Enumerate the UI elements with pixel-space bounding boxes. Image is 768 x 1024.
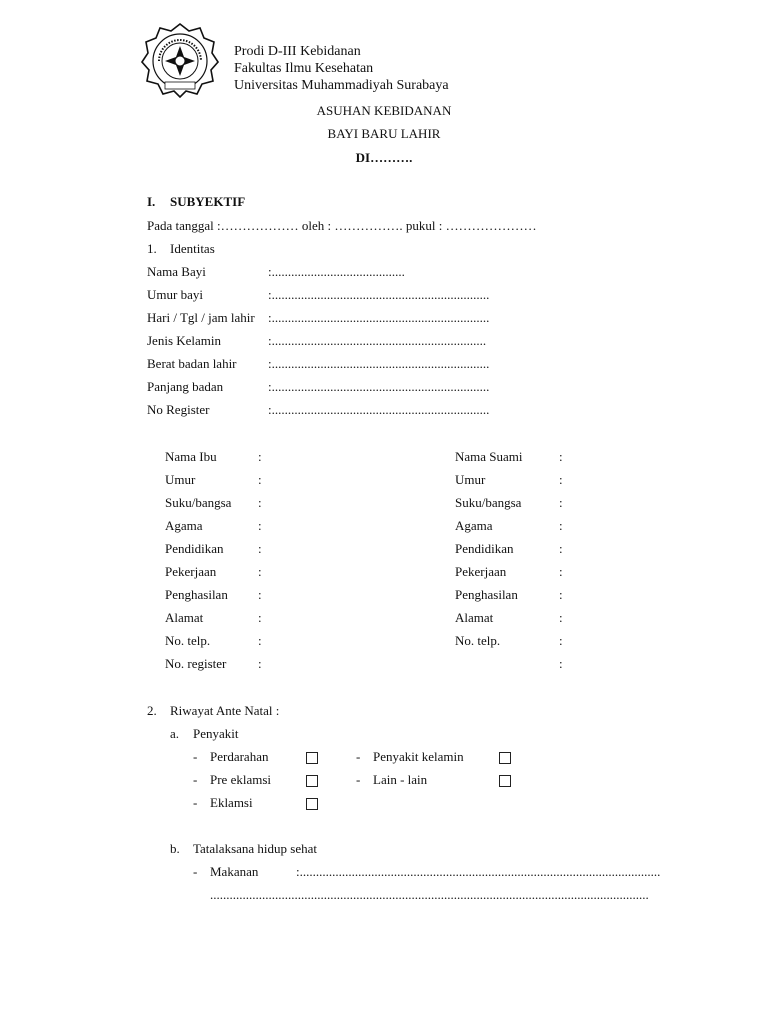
subsection-a-title: Penyakit [193,726,239,741]
makanan-line-2: ....................................................................................................................................... [210,887,649,902]
mother-field-colon[interactable]: : [258,518,262,533]
identitas-number: 1. [147,241,157,256]
mother-field-label: Pekerjaan [165,564,217,579]
header-line-prodi: Prodi D-III Kebidanan [234,44,361,59]
section-2-title: Riwayat Ante Natal : [170,703,280,718]
father-field-colon[interactable]: : [559,449,563,464]
header-line-universitas: Universitas Muhammadiyah Surabaya [234,78,449,93]
mother-field-label: Suku/bangsa [165,495,232,510]
mother-field-label: Nama Ibu [165,449,217,464]
section-1-heading: SUBYEKTIF [170,194,246,209]
father-field-label: No. telp. [455,633,501,648]
mother-field-colon[interactable]: : [258,495,262,510]
baby-field-value[interactable]: :................................................................... [268,402,490,417]
father-field-colon[interactable]: : [559,518,563,533]
mother-field-label: Umur [165,472,196,487]
mother-field-colon[interactable]: : [258,587,262,602]
penyakit-label: Pre eklamsi [210,772,272,787]
mother-field-label: Agama [165,518,203,533]
title-line-1: ASUHAN KEBIDANAN [316,103,452,118]
date-line: Pada tanggal :……………… oleh : ……………. pukul : ………………… [147,218,537,233]
penyakit-label: Penyakit kelamin [373,749,464,764]
baby-field-value[interactable]: :................................................................... [268,287,490,302]
mother-field-colon[interactable]: : [258,610,262,625]
title-line-2: BAYI BARU LAHIR [327,126,441,141]
baby-field-label: Berat badan lahir [147,356,237,371]
subsection-a-number: a. [170,726,180,741]
baby-field-label: Nama Bayi [147,264,206,279]
mother-field-colon[interactable]: : [258,541,262,556]
penyakit-label: Lain - lain [373,772,428,787]
father-field-colon[interactable]: : [559,495,563,510]
penyakit-dash: - [193,749,198,764]
mother-field-colon[interactable]: : [258,449,262,464]
father-field-colon[interactable]: : [559,541,563,556]
father-field-colon[interactable]: : [559,472,563,487]
subsection-b-title: Tatalaksana hidup sehat [193,841,317,856]
section-2-number: 2. [147,703,157,718]
makanan-line-1: :............................................................................................................... [296,864,661,879]
father-field-colon[interactable]: : [559,633,563,648]
father-field-label: Suku/bangsa [455,495,522,510]
penyakit-dash: - [356,772,361,787]
mother-field-label: Alamat [165,610,204,625]
baby-field-value[interactable]: :......................................... [268,264,405,279]
father-field-colon[interactable]: : [559,564,563,579]
mother-field-colon[interactable]: : [258,472,262,487]
baby-field-value[interactable]: :................................................................... [268,356,490,371]
father-field-label: Pekerjaan [455,564,507,579]
makanan-dash: - [193,864,198,879]
header-line-fakultas: Fakultas Ilmu Kesehatan [234,61,374,76]
penyakit-dash: - [193,772,198,787]
penyakit-checkbox[interactable] [499,752,511,764]
father-field-label: Pendidikan [455,541,514,556]
baby-field-value[interactable]: :................................................................... [268,379,490,394]
father-field-colon[interactable]: : [559,656,563,671]
penyakit-dash: - [193,795,198,810]
mother-field-colon[interactable]: : [258,633,262,648]
father-field-label: Alamat [455,610,494,625]
penyakit-label: Perdarahan [210,749,269,764]
mother-field-colon[interactable]: : [258,656,262,671]
title-line-3: DI………. [355,150,413,165]
mother-field-colon[interactable]: : [258,564,262,579]
penyakit-checkbox[interactable] [306,798,318,810]
penyakit-checkbox[interactable] [306,752,318,764]
baby-field-label: Jenis Kelamin [147,333,222,348]
baby-field-label: No Register [147,402,210,417]
identitas-heading: Identitas [170,241,215,256]
makanan-label: Makanan [210,864,259,879]
penyakit-dash: - [356,749,361,764]
baby-field-label: Umur bayi [147,287,203,302]
father-field-colon[interactable]: : [559,587,563,602]
section-1-number: I. [147,194,156,209]
father-field-label: Umur [455,472,486,487]
mother-field-label: Pendidikan [165,541,224,556]
penyakit-checkbox[interactable] [499,775,511,787]
mother-field-label: No. telp. [165,633,211,648]
father-field-label: Nama Suami [455,449,523,464]
father-field-label: Penghasilan [455,587,518,602]
baby-field-label: Panjang badan [147,379,224,394]
father-field-label: Agama [455,518,493,533]
baby-field-value[interactable]: :.................................................................. [268,333,487,348]
baby-field-value[interactable]: :................................................................... [268,310,490,325]
father-field-colon[interactable]: : [559,610,563,625]
subsection-b-number: b. [170,841,180,856]
university-logo [141,22,219,98]
penyakit-checkbox[interactable] [306,775,318,787]
baby-field-label: Hari / Tgl / jam lahir [147,310,255,325]
mother-field-label: Penghasilan [165,587,228,602]
penyakit-label: Eklamsi [210,795,253,810]
mother-field-label: No. register [165,656,227,671]
